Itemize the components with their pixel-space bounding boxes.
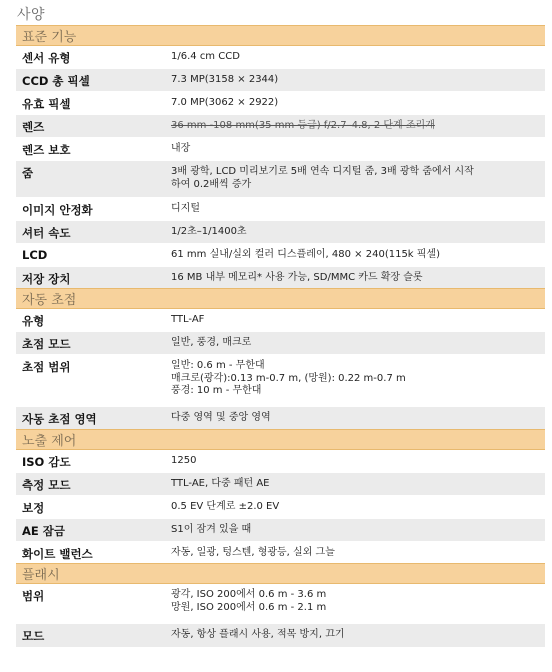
spec-value: 1/6.4 cm CCD xyxy=(171,51,240,62)
spec-row-af-area xyxy=(16,407,545,430)
spec-label: CCD 총 픽셀 xyxy=(22,74,90,88)
spec-value: 7.0 MP(3062 × 2922) xyxy=(171,97,279,108)
spec-label: 유효 픽셀 xyxy=(22,97,71,111)
spec-value: 일반, 풍경, 매크로 xyxy=(171,337,252,348)
spec-label: 초점 모드 xyxy=(22,337,71,351)
spec-value: 자동, 항상 플래시 사용, 적목 방지, 끄기 xyxy=(171,629,345,640)
spec-row-white-balance xyxy=(16,542,545,564)
spec-label: 자동 초점 영역 xyxy=(22,412,97,426)
spec-value: 광각, ISO 200에서 0.6 m - 3.6 m 망원, ISO 200에서 0.6 m - 2.1 m xyxy=(171,589,327,613)
spec-row-ae-lock xyxy=(16,519,545,542)
spec-value: 7.3 MP(3158 × 2344) xyxy=(171,74,279,85)
spec-label: 이미지 안정화 xyxy=(22,203,93,217)
section-header-exposure-control: 노출 제어 xyxy=(16,429,545,450)
spec-value: TTL-AE, 다중 패턴 AE xyxy=(171,478,270,489)
spec-table xyxy=(16,25,545,648)
spec-label: ISO 감도 xyxy=(22,455,71,469)
spec-label: 범위 xyxy=(22,589,45,603)
spec-label: 센서 유형 xyxy=(22,51,71,65)
spec-row-flash-mode xyxy=(16,624,545,648)
spec-row-lcd xyxy=(16,244,545,267)
spec-value: 61 mm 실내/실외 컬러 디스플레이, 480 × 240(115k 픽셀) xyxy=(171,249,440,260)
spec-value: 자동, 일광, 텅스텐, 형광등, 실외 그늘 xyxy=(171,547,335,558)
spec-row-sensor-type xyxy=(16,46,545,69)
spec-row-effective-pixels xyxy=(16,92,545,115)
spec-row-ccd-total-pixels xyxy=(16,69,545,92)
section-header-standard-features: 표준 기능 xyxy=(16,25,545,46)
spec-value: 1250 xyxy=(171,455,197,466)
spec-value: 1/2초–1/1400초 xyxy=(171,226,247,237)
spec-value: 0.5 EV 단계로 ±2.0 EV xyxy=(171,501,280,512)
spec-row-af-type xyxy=(16,309,545,332)
spec-row-shutter-speed xyxy=(16,221,545,244)
spec-value: TTL-AF xyxy=(171,314,205,325)
spec-label: 모드 xyxy=(22,629,45,643)
spec-label: LCD xyxy=(22,248,48,262)
spec-row-lens xyxy=(16,115,545,138)
spec-value: S1이 잠겨 있을 때 xyxy=(171,524,252,535)
section-header-autofocus: 자동 초점 xyxy=(16,288,545,309)
spec-label: 줌 xyxy=(22,166,34,180)
spec-label: 화이트 밸런스 xyxy=(22,547,93,561)
spec-value: 내장 xyxy=(171,143,191,154)
spec-row-flash-range xyxy=(16,584,545,624)
spec-row-iso xyxy=(16,450,545,473)
spec-value: 36 mm -108 mm(35 mm 등급) f/2.7–4.8, 2 단계 조리개 xyxy=(171,120,435,131)
spec-value: 다중 영역 및 중앙 영역 xyxy=(171,412,271,423)
spec-value: 디지털 xyxy=(171,203,200,214)
spec-label: 초점 범위 xyxy=(22,360,71,374)
spec-label: 렌즈 보호 xyxy=(22,143,71,157)
spec-label: 저장 장치 xyxy=(22,272,71,286)
spec-value: 16 MB 내부 메모리* 사용 가능, SD/MMC 카드 확장 슬롯 xyxy=(171,272,423,283)
spec-label: 측정 모드 xyxy=(22,478,71,492)
spec-row-image-stabilization xyxy=(16,198,545,221)
spec-label: AE 잠금 xyxy=(22,524,65,538)
spec-value: 일반: 0.6 m - 무한대 매크로(광각):0.13 m-0.7 m, (망원): 0.22 m-0.7 m 풍경: 10 m - 무한대 xyxy=(171,360,406,396)
spec-row-focus-range xyxy=(16,355,545,407)
spec-row-focus-mode xyxy=(16,332,545,355)
spec-value: 3배 광학, LCD 미리보기로 5배 연속 디지털 줌, 3배 광학 줌에서 시작 하여 0.2배씩 증가 xyxy=(171,166,474,190)
spec-label: 셔터 속도 xyxy=(22,226,71,240)
page-title: 사양 xyxy=(17,7,46,23)
spec-label: 렌즈 xyxy=(22,120,45,134)
spec-label: 유형 xyxy=(22,314,45,328)
section-header-flash: 플래시 xyxy=(16,563,545,584)
spec-row-zoom xyxy=(16,161,545,198)
spec-row-metering-mode xyxy=(16,473,545,496)
spec-row-lens-protection xyxy=(16,138,545,161)
spec-row-storage xyxy=(16,267,545,289)
spec-row-compensation xyxy=(16,496,545,519)
spec-label: 보정 xyxy=(22,501,45,515)
